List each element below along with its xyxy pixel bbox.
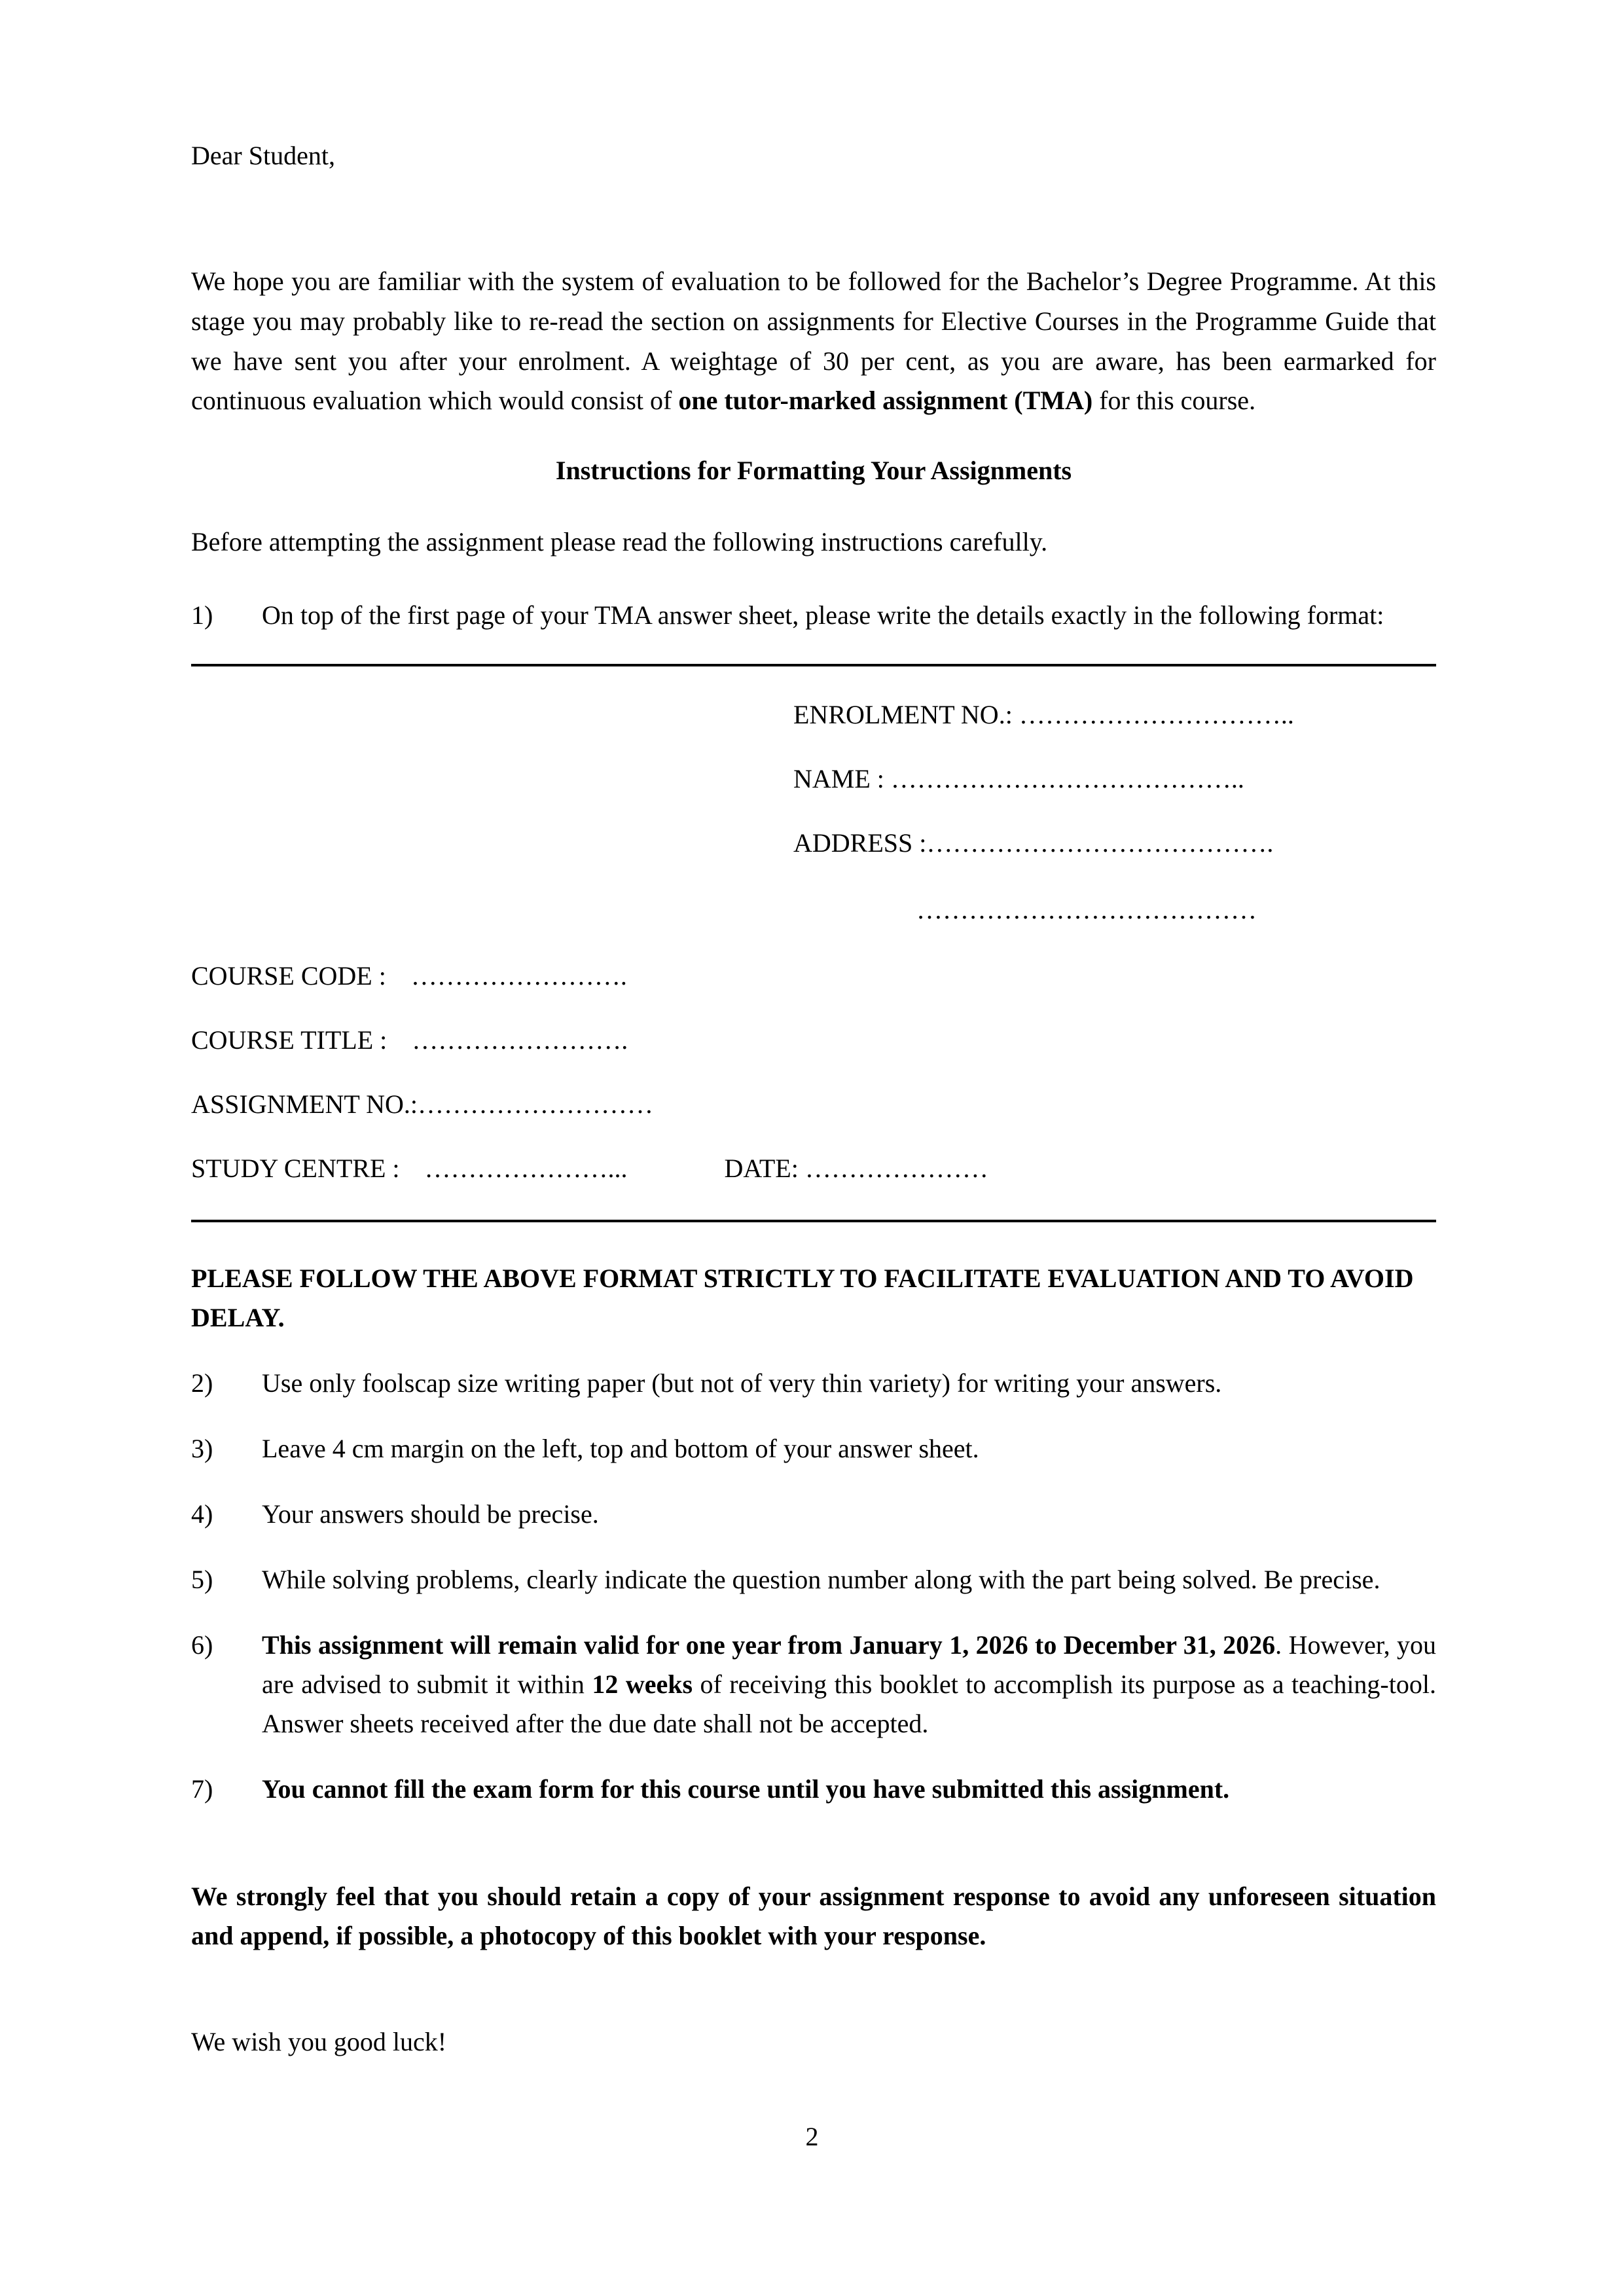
address-label: ADDRESS : [793, 828, 927, 858]
intro-bold-tma: one tutor-marked assignment (TMA) [678, 386, 1093, 416]
list-item-text: Leave 4 cm margin on the left, top and bottom of your answer sheet. [262, 1434, 979, 1464]
course-code-label: COURSE CODE : [191, 961, 386, 991]
list-marker: 5) [191, 1565, 213, 1595]
list-marker: 6) [191, 1630, 213, 1660]
course-title-dots: ……………………. [412, 1025, 628, 1055]
enrolment-no-label: ENROLMENT NO.: [793, 700, 1019, 730]
address-continuation-line: ………………………………… [916, 895, 1257, 925]
date-dots: ………………… [804, 1154, 988, 1184]
list-marker: 2) [191, 1368, 213, 1398]
course-title-label: COURSE TITLE : [191, 1025, 388, 1055]
list-marker: 4) [191, 1499, 213, 1529]
date-label: DATE: [724, 1154, 799, 1184]
page-number: 2 [805, 2122, 819, 2151]
assignment-no-field [191, 1091, 1436, 1118]
intro-text-part2: for this course. [1092, 386, 1256, 416]
name-field [793, 766, 1436, 792]
list-item-text: While solving problems, clearly indicate the question number along with the part being solved. Be precise. [262, 1565, 1380, 1595]
page-content [191, 0, 1436, 2057]
list-marker: 7) [191, 1774, 213, 1804]
list-item-3 [191, 1429, 1436, 1468]
list-item-4 [191, 1495, 1436, 1534]
list-item-text: Use only foolscap size writing paper (but not of very thin variety) for writing your answers. [262, 1368, 1222, 1398]
item6-text-part1: . However, you are advised to submit it within [262, 1630, 1437, 1700]
student-details-form-box [191, 664, 1436, 1222]
good-luck-message: We wish you good luck! [191, 2027, 447, 2057]
format-warning-notice: PLEASE FOLLOW THE ABOVE FORMAT STRICTLY TO FACILITATE EVALUATION AND TO AVOID DELAY. [191, 1264, 1414, 1333]
list-item-text [262, 1626, 1436, 1743]
section-heading: Instructions for Formatting Your Assignments [555, 456, 1072, 486]
intro-paragraph [191, 262, 1436, 421]
name-label: NAME : [793, 764, 891, 794]
name-dots: ………………………………….. [890, 764, 1244, 794]
before-attempting-note: Before attempting the assignment please read the following instructions carefully. [191, 527, 1048, 557]
list-item-2 [191, 1364, 1436, 1403]
salutation: Dear Student, [191, 141, 335, 170]
closing-advice: We strongly feel that you should retain a copy of your assignment response to avoid any unforeseen situation and append, if possible, a photocopy of this booklet with your response. [191, 1882, 1436, 1951]
list-marker: 1) [191, 600, 213, 630]
list-item-1 [191, 596, 1436, 635]
intro-text-part1: We hope you are familiar with the system of evaluation to be followed for the Bachelor’s Degree Programme. At this stage you may probably like to re-read the section on assignments for Elective Courses in the Programme Guide that we have sent you after your enrolment. A weightage of 30 per cent, as you are aware, has been earmarked for continuous evaluation which would consist of [191, 266, 1436, 416]
study-centre-label: STUDY CENTRE : [191, 1154, 400, 1184]
item6-text-part2: of receiving this booklet to accomplish its purpose as a teaching-tool. Answer sheets received after the due date shall not be accepted. [262, 1669, 1436, 1739]
address-field [793, 830, 1436, 856]
enrolment-no-field [793, 702, 1436, 728]
address-dots: …………………………………. [926, 828, 1274, 858]
assignment-no-label: ASSIGNMENT NO.: [191, 1089, 418, 1120]
list-item-text: You cannot fill the exam form for this course until you have submitted this assignment. [262, 1774, 1230, 1804]
assignment-no-dots: ……………………… [417, 1089, 653, 1120]
course-code-dots: ……………………. [410, 961, 627, 991]
study-centre-dots: …………………... [424, 1154, 628, 1184]
list-item-text: Your answers should be precise. [262, 1499, 599, 1529]
item6-bold-validity: This assignment will remain valid for one year from January 1, 2026 to December 31, 2026 [262, 1630, 1276, 1660]
date-field [725, 1156, 988, 1182]
course-title-field [191, 1027, 1436, 1053]
list-item-7 [191, 1770, 1436, 1809]
study-centre-date-field [191, 1156, 1436, 1182]
list-marker: 3) [191, 1434, 213, 1464]
list-item-text: On top of the first page of your TMA answer sheet, please write the details exactly in the following format: [262, 600, 1384, 630]
enrolment-no-dots: ………………………….. [1019, 700, 1294, 730]
course-code-field [191, 963, 1436, 989]
item6-bold-duration: 12 weeks [592, 1669, 693, 1700]
list-item-5 [191, 1560, 1436, 1599]
list-item-6 [191, 1626, 1436, 1743]
